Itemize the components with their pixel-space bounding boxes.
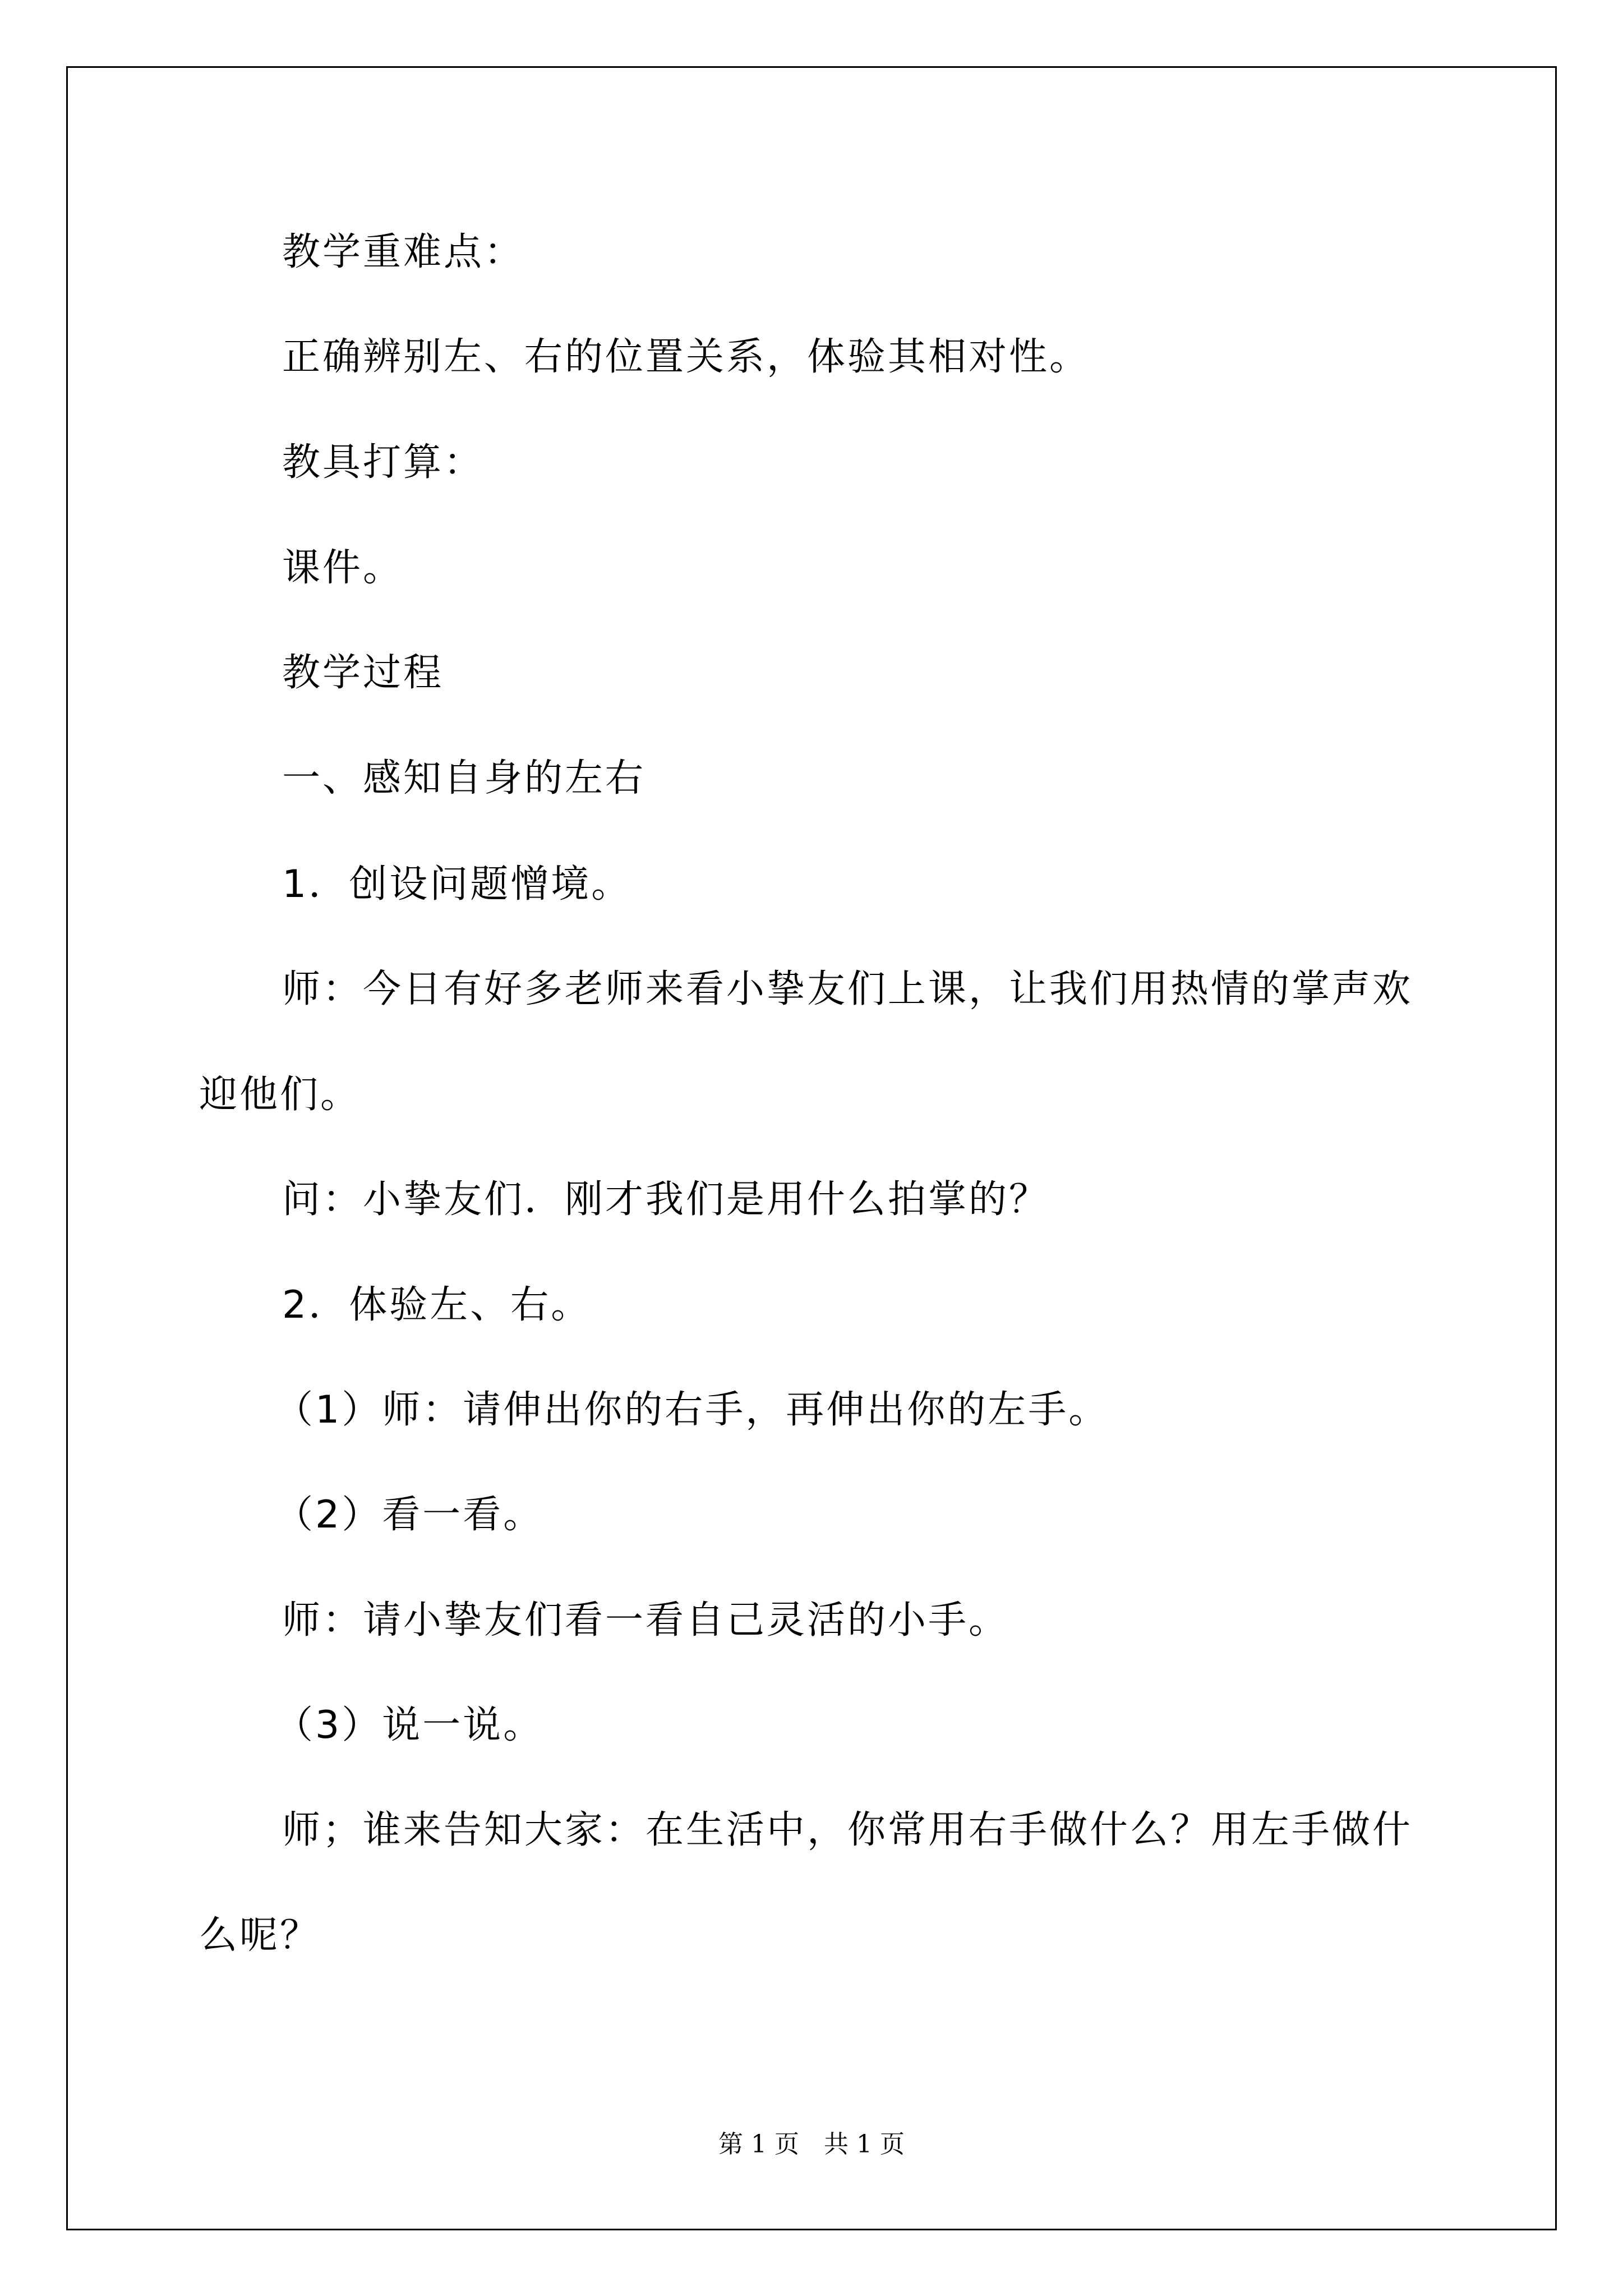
- text-line-teacher-greeting: 师：今日有好多老师来看小挚友们上课，让我们用热情的掌声欢: [282, 967, 1413, 1011]
- text-line-teacher-look: 师：请小挚友们看一看自己灵活的小手。: [282, 1598, 1009, 1642]
- text-line-teacher-greeting-cont: 迎他们。: [199, 1073, 361, 1117]
- page-frame: [66, 66, 1557, 2230]
- text-line-section-one: 一、感知自身的左右: [282, 756, 646, 800]
- text-line-teacher-ask-cont: 么呢？: [199, 1913, 321, 1958]
- text-line-tools-heading: 教具打算：: [282, 440, 485, 485]
- text-line-step-two: 2．体验左、右。: [282, 1283, 592, 1327]
- text-line-teacher-ask: 师；谁来告知大家：在生活中，你常用右手做什么？用左手做什: [282, 1808, 1413, 1852]
- text-line-substep-three: （3）说一说。: [275, 1703, 544, 1747]
- text-line-process-heading: 教学过程: [282, 651, 444, 695]
- page-number-footer: 第 1 页 共 1 页: [718, 2130, 905, 2159]
- text-line-question: 问：小挚友们．刚才我们是用什么拍掌的？: [282, 1177, 1050, 1222]
- text-line-tools-content: 课件。: [282, 546, 404, 590]
- text-line-step-one: 1．创设问题憎境。: [282, 862, 632, 907]
- text-line-difficulty-heading: 教学重难点：: [282, 230, 525, 274]
- text-line-difficulty-content: 正确辨别左、右的位置关系，体验其相对性。: [282, 335, 1090, 379]
- text-line-substep-one: （1）师：请伸出你的右手，再伸出你的左手。: [275, 1388, 1109, 1432]
- text-line-substep-two: （2）看一看。: [275, 1493, 544, 1537]
